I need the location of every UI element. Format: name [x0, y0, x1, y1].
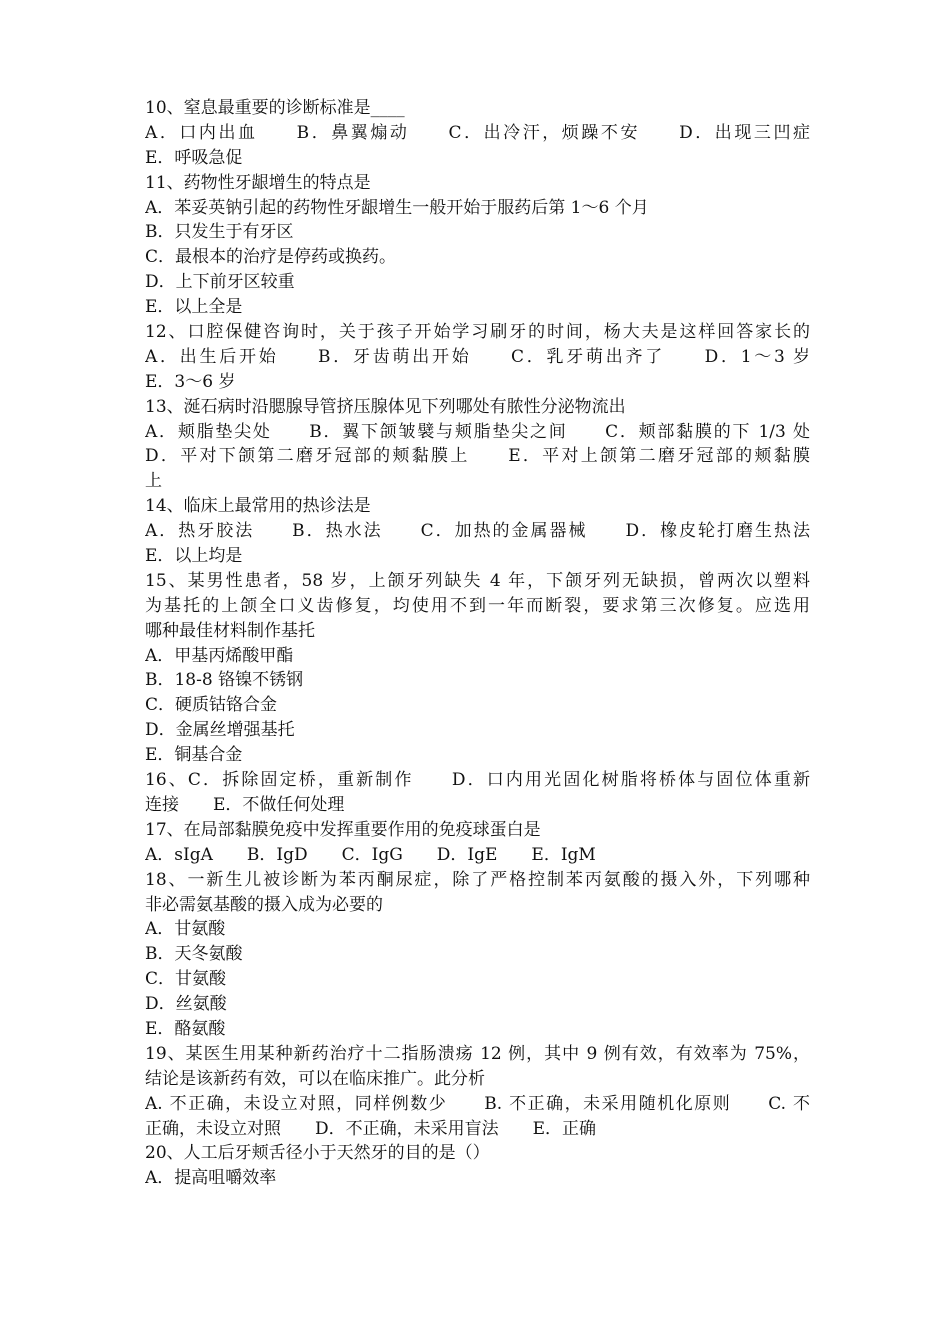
- text-line: A．颊脂垫尖处 B．翼下颌皱襞与颊脂垫尖之间 C．颊部黏膜的下 1/3 处: [145, 421, 810, 442]
- text-line: 哪种最佳材料制作基托: [145, 620, 315, 641]
- text-line: A．sIgA B．IgD C．IgG D．IgE E．IgM: [145, 844, 596, 865]
- text-line: A. 不正确，未设立对照，同样例数少 B. 不正确，未采用随机化原则 C. 不: [145, 1093, 810, 1114]
- text-line: B．天冬氨酸: [145, 944, 243, 965]
- text-line: E．以上均是: [145, 546, 243, 567]
- text-line: D．上下前牙区较重: [145, 272, 295, 293]
- text-line: 18、一新生儿被诊断为苯丙酮尿症，除了严格控制苯丙氨酸的摄入外，下列哪种: [145, 869, 810, 890]
- text-line: 19、某医生用某种新药治疗十二指肠溃疡 12 例，其中 9 例有效，有效率为 75%，: [145, 1043, 810, 1064]
- text-line: 14、临床上最常用的热诊法是: [145, 496, 371, 517]
- text-line: A．口内出血 B．鼻翼煽动 C．出冷汗，烦躁不安 D．出现三凹症: [145, 122, 810, 143]
- text-line: E．呼吸急促: [145, 147, 243, 168]
- text-line: 11、药物性牙龈增生的特点是: [145, 172, 371, 193]
- text-line: 为基托的上颌全口义齿修复，均使用不到一年而断裂，要求第三次修复。应选用: [145, 595, 810, 616]
- text-line: 非必需氨基酸的摄入成为必要的: [145, 894, 383, 915]
- text-line: E．铜基合金: [145, 745, 243, 766]
- text-line: E．以上全是: [145, 297, 243, 318]
- text-line: B．只发生于有牙区: [145, 222, 294, 243]
- text-line: D．丝氨酸: [145, 994, 227, 1015]
- text-line: 12、口腔保健咨询时，关于孩子开始学习刷牙的时间，杨大夫是这样回答家长的: [145, 322, 810, 343]
- text-line: C．甘氨酸: [145, 969, 227, 990]
- text-line: 17、在局部黏膜免疫中发挥重要作用的免疫球蛋白是: [145, 819, 541, 840]
- text-line: B．18-8 铬镍不锈钢: [145, 670, 304, 691]
- text-line: E．酪氨酸: [145, 1018, 226, 1039]
- text-line: A．甘氨酸: [145, 919, 226, 940]
- text-line: 上: [145, 471, 162, 492]
- text-line: C．最根本的治疗是停药或换药。: [145, 247, 397, 268]
- text-line: E．3～6 岁: [145, 371, 236, 392]
- document-page: [145, 96, 810, 1191]
- text-line: 连接 E．不做任何处理: [145, 794, 345, 815]
- text-line: C．硬质钴铬合金: [145, 695, 278, 716]
- text-line: 16、C．拆除固定桥，重新制作 D．口内用光固化树脂将桥体与固位体重新: [145, 770, 810, 791]
- text-line: A．出生后开始 B．牙齿萌出开始 C．乳牙萌出齐了 D．1～3 岁: [145, 346, 810, 367]
- text-line: 结论是该新药有效，可以在临床推广。此分析: [145, 1068, 485, 1089]
- text-line: A．热牙胶法 B．热水法 C．加热的金属器械 D．橡皮轮打磨生热法: [145, 521, 810, 542]
- text-line: 15、某男性患者，58 岁，上颌牙列缺失 4 年，下颌牙列无缺损，曾两次以塑料: [145, 570, 810, 591]
- text-line: A．苯妥英钠引起的药物性牙龈增生一般开始于服药后第 1～6 个月: [145, 197, 649, 218]
- text-line: 正确，未设立对照 D．不正确，未采用盲法 E．正确: [145, 1118, 597, 1139]
- text-line: A．甲基丙烯酸甲酯: [145, 645, 294, 666]
- text-line: D．平对下颌第二磨牙冠部的颊黏膜上 E．平对上颌第二磨牙冠部的颊黏膜: [145, 446, 810, 467]
- text-line: 10、窒息最重要的诊断标准是____: [145, 98, 405, 118]
- text-line: D．金属丝增强基托: [145, 720, 295, 741]
- text-line: 20、人工后牙颊舌径小于天然牙的目的是（）: [145, 1143, 490, 1164]
- text-line: 13、涎石病时沿腮腺导管挤压腺体见下列哪处有脓性分泌物流出: [145, 396, 626, 417]
- text-line: A．提高咀嚼效率: [145, 1168, 277, 1189]
